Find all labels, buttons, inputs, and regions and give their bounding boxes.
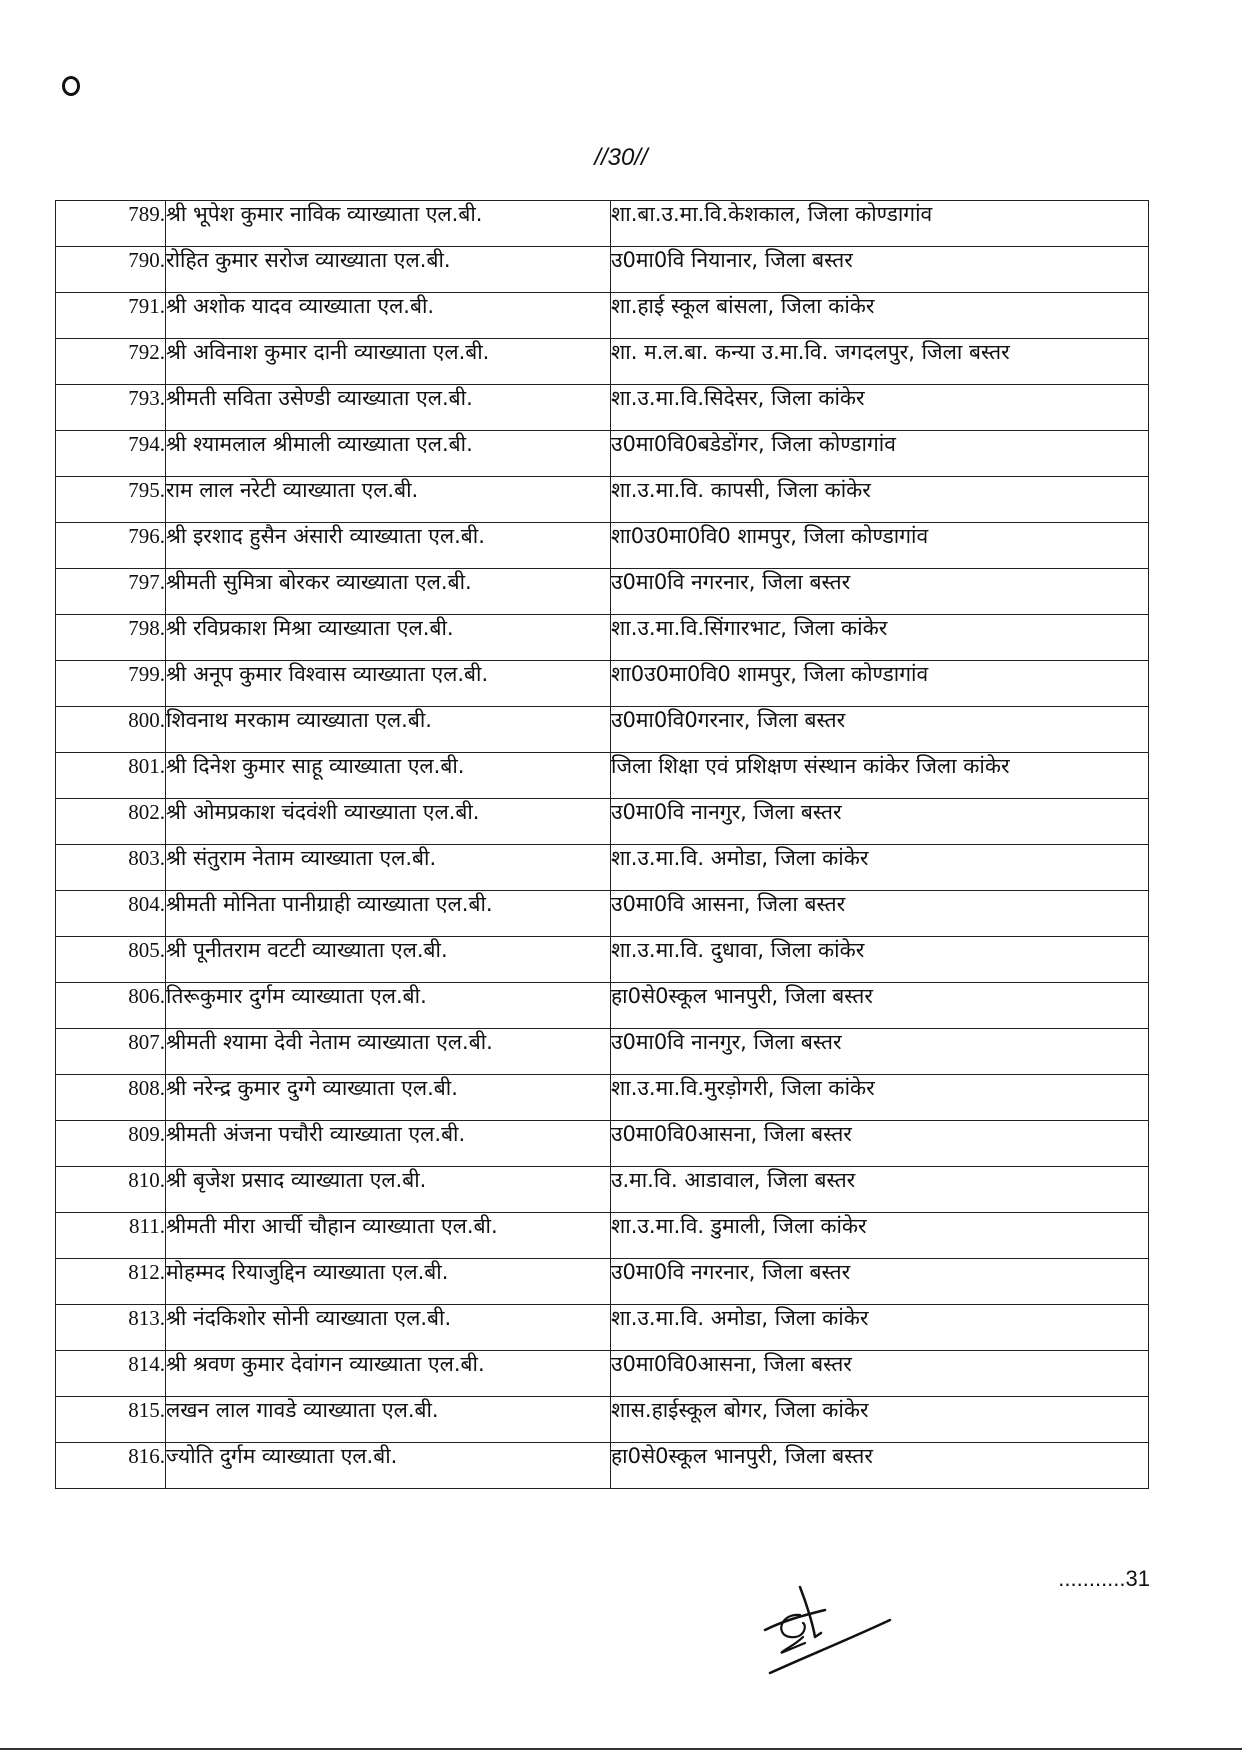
serial-number-cell: 800.	[56, 707, 166, 753]
table-row	[56, 477, 1149, 523]
employee-name-cell: श्री ओमप्रकाश चंदवंशी व्याख्याता एल.बी.	[166, 799, 611, 845]
table-row	[56, 661, 1149, 707]
posting-place-cell: उ0मा0वि नियानार, जिला बस्तर	[611, 247, 1149, 293]
employee-name-cell: ज्योति दुर्गम व्याख्याता एल.बी.	[166, 1443, 611, 1489]
serial-number-cell: 815.	[56, 1397, 166, 1443]
posting-place-cell: शा0उ0मा0वि0 शामपुर, जिला कोण्डागांव	[611, 523, 1149, 569]
employee-name-cell: श्री अनूप कुमार विश्वास व्याख्याता एल.बी.	[166, 661, 611, 707]
employee-name-cell: श्रीमती मीरा आर्ची चौहान व्याख्याता एल.बी.	[166, 1213, 611, 1259]
punch-hole-mark	[62, 76, 80, 96]
serial-number-cell: 801.	[56, 753, 166, 799]
serial-number-cell: 799.	[56, 661, 166, 707]
employee-name-cell: तिरूकुमार दुर्गम व्याख्याता एल.बी.	[166, 983, 611, 1029]
serial-number-cell: 795.	[56, 477, 166, 523]
employee-name-cell: लखन लाल गावडे व्याख्याता एल.बी.	[166, 1397, 611, 1443]
employee-name-cell: श्री बृजेश प्रसाद व्याख्याता एल.बी.	[166, 1167, 611, 1213]
posting-place-cell: शा0उ0मा0वि0 शामपुर, जिला कोण्डागांव	[611, 661, 1149, 707]
employee-name-cell: श्री नरेन्द्र कुमार दुग्गे व्याख्याता एल.बी.	[166, 1075, 611, 1121]
employee-name-cell: शिवनाथ मरकाम व्याख्याता एल.बी.	[166, 707, 611, 753]
posting-place-cell: हा0से0स्कूल भानपुरी, जिला बस्तर	[611, 983, 1149, 1029]
employee-name-cell: श्री भूपेश कुमार नाविक व्याख्याता एल.बी.	[166, 201, 611, 247]
employee-name-cell: रोहित कुमार सरोज व्याख्याता एल.बी.	[166, 247, 611, 293]
posting-place-cell: उ.मा.वि. आडावाल, जिला बस्तर	[611, 1167, 1149, 1213]
posting-place-cell: जिला शिक्षा एवं प्रशिक्षण संस्थान कांकेर जिला कांकेर	[611, 753, 1149, 799]
employee-name-cell: राम लाल नरेटी व्याख्याता एल.बी.	[166, 477, 611, 523]
posting-place-cell: शा.उ.मा.वि.सिंगारभाट, जिला कांकेर	[611, 615, 1149, 661]
serial-number-cell: 812.	[56, 1259, 166, 1305]
table-row	[56, 523, 1149, 569]
serial-number-cell: 806.	[56, 983, 166, 1029]
employee-name-cell: श्रीमती सविता उसेण्डी व्याख्याता एल.बी.	[166, 385, 611, 431]
employee-name-cell: श्रीमती श्यामा देवी नेताम व्याख्याता एल.बी.	[166, 1029, 611, 1075]
posting-place-cell: उ0मा0वि0बडेडोंगर, जिला कोण्डागांव	[611, 431, 1149, 477]
serial-number-cell: 794.	[56, 431, 166, 477]
scan-edge-line	[0, 1748, 1242, 1750]
posting-place-cell: उ0मा0वि0आसना, जिला बस्तर	[611, 1351, 1149, 1397]
posting-place-cell: शा.उ.मा.वि. कापसी, जिला कांकेर	[611, 477, 1149, 523]
posting-place-cell: शा.उ.मा.वि.सिदेसर, जिला कांकेर	[611, 385, 1149, 431]
table-row	[56, 1397, 1149, 1443]
table-row	[56, 891, 1149, 937]
serial-number-cell: 811.	[56, 1213, 166, 1259]
serial-number-cell: 792.	[56, 339, 166, 385]
posting-place-cell: शा.उ.मा.वि. डुमाली, जिला कांकेर	[611, 1213, 1149, 1259]
posting-place-cell: शा. म.ल.बा. कन्या उ.मा.वि. जगदलपुर, जिला बस्तर	[611, 339, 1149, 385]
table-row	[56, 983, 1149, 1029]
table-row	[56, 845, 1149, 891]
serial-number-cell: 808.	[56, 1075, 166, 1121]
table-row	[56, 1167, 1149, 1213]
table-row	[56, 1259, 1149, 1305]
serial-number-cell: 791.	[56, 293, 166, 339]
table-row	[56, 1029, 1149, 1075]
serial-number-cell: 814.	[56, 1351, 166, 1397]
table-row	[56, 937, 1149, 983]
table-row	[56, 1305, 1149, 1351]
serial-number-cell: 797.	[56, 569, 166, 615]
table-row	[56, 247, 1149, 293]
posting-place-cell: उ0मा0वि आसना, जिला बस्तर	[611, 891, 1149, 937]
posting-place-cell: उ0मा0वि नगरनार, जिला बस्तर	[611, 569, 1149, 615]
table-row	[56, 753, 1149, 799]
serial-number-cell: 813.	[56, 1305, 166, 1351]
posting-place-cell: उ0मा0वि नानगुर, जिला बस्तर	[611, 799, 1149, 845]
table-row	[56, 569, 1149, 615]
posting-place-cell: उ0मा0वि नगरनार, जिला बस्तर	[611, 1259, 1149, 1305]
transfer-list-table	[55, 200, 1149, 1489]
table-row	[56, 1121, 1149, 1167]
table-row	[56, 293, 1149, 339]
posting-place-cell: उ0मा0वि0आसना, जिला बस्तर	[611, 1121, 1149, 1167]
serial-number-cell: 809.	[56, 1121, 166, 1167]
employee-name-cell: श्रीमती मोनिता पानीग्राही व्याख्याता एल.बी.	[166, 891, 611, 937]
serial-number-cell: 793.	[56, 385, 166, 431]
table-row	[56, 707, 1149, 753]
table-row	[56, 1443, 1149, 1489]
posting-place-cell: शा.उ.मा.वि.मुरड़ोगरी, जिला कांकेर	[611, 1075, 1149, 1121]
posting-place-cell: शा.उ.मा.वि. अमोडा, जिला कांकेर	[611, 1305, 1149, 1351]
serial-number-cell: 796.	[56, 523, 166, 569]
employee-name-cell: श्रीमती सुमित्रा बोरकर व्याख्याता एल.बी.	[166, 569, 611, 615]
table-row	[56, 615, 1149, 661]
employee-name-cell: श्री संतुराम नेताम व्याख्याता एल.बी.	[166, 845, 611, 891]
posting-place-cell: शास.हाईस्कूल बोगर, जिला कांकेर	[611, 1397, 1149, 1443]
signature-icon	[745, 1575, 895, 1685]
table-row	[56, 799, 1149, 845]
posting-place-cell: शा.हाई स्कूल बांसला, जिला कांकेर	[611, 293, 1149, 339]
posting-place-cell: उ0मा0वि0गरनार, जिला बस्तर	[611, 707, 1149, 753]
page-number: //30//	[594, 144, 648, 171]
serial-number-cell: 790.	[56, 247, 166, 293]
table-body	[56, 201, 1149, 1489]
employee-name-cell: श्री अविनाश कुमार दानी व्याख्याता एल.बी.	[166, 339, 611, 385]
table-row	[56, 431, 1149, 477]
table-row	[56, 385, 1149, 431]
serial-number-cell: 798.	[56, 615, 166, 661]
posting-place-cell: शा.बा.उ.मा.वि.केशकाल, जिला कोण्डागांव	[611, 201, 1149, 247]
table-row	[56, 339, 1149, 385]
employee-name-cell: श्रीमती अंजना पचौरी व्याख्याता एल.बी.	[166, 1121, 611, 1167]
posting-place-cell: शा.उ.मा.वि. दुधावा, जिला कांकेर	[611, 937, 1149, 983]
posting-place-cell: हा0से0स्कूल भानपुरी, जिला बस्तर	[611, 1443, 1149, 1489]
serial-number-cell: 804.	[56, 891, 166, 937]
table-row	[56, 1213, 1149, 1259]
serial-number-cell: 802.	[56, 799, 166, 845]
employee-name-cell: श्री नंदकिशोर सोनी व्याख्याता एल.बी.	[166, 1305, 611, 1351]
serial-number-cell: 816.	[56, 1443, 166, 1489]
employee-name-cell: श्री श्यामलाल श्रीमाली व्याख्याता एल.बी.	[166, 431, 611, 477]
employee-name-cell: श्री अशोक यादव व्याख्याता एल.बी.	[166, 293, 611, 339]
posting-place-cell: शा.उ.मा.वि. अमोडा, जिला कांकेर	[611, 845, 1149, 891]
employee-name-cell: श्री रविप्रकाश मिश्रा व्याख्याता एल.बी.	[166, 615, 611, 661]
table-row	[56, 1075, 1149, 1121]
employee-name-cell: श्री श्रवण कुमार देवांगन व्याख्याता एल.बी.	[166, 1351, 611, 1397]
serial-number-cell: 807.	[56, 1029, 166, 1075]
table-row	[56, 1351, 1149, 1397]
serial-number-cell: 810.	[56, 1167, 166, 1213]
employee-name-cell: श्री दिनेश कुमार साहू व्याख्याता एल.बी.	[166, 753, 611, 799]
employee-name-cell: मोहम्मद रियाजुद्दिन व्याख्याता एल.बी.	[166, 1259, 611, 1305]
serial-number-cell: 803.	[56, 845, 166, 891]
posting-place-cell: उ0मा0वि नानगुर, जिला बस्तर	[611, 1029, 1149, 1075]
continued-page-marker: ...........31	[1058, 1566, 1150, 1591]
table-row	[56, 201, 1149, 247]
serial-number-cell: 789.	[56, 201, 166, 247]
employee-name-cell: श्री पूनीतराम वटटी व्याख्याता एल.बी.	[166, 937, 611, 983]
serial-number-cell: 805.	[56, 937, 166, 983]
employee-name-cell: श्री इरशाद हुसैन अंसारी व्याख्याता एल.बी.	[166, 523, 611, 569]
